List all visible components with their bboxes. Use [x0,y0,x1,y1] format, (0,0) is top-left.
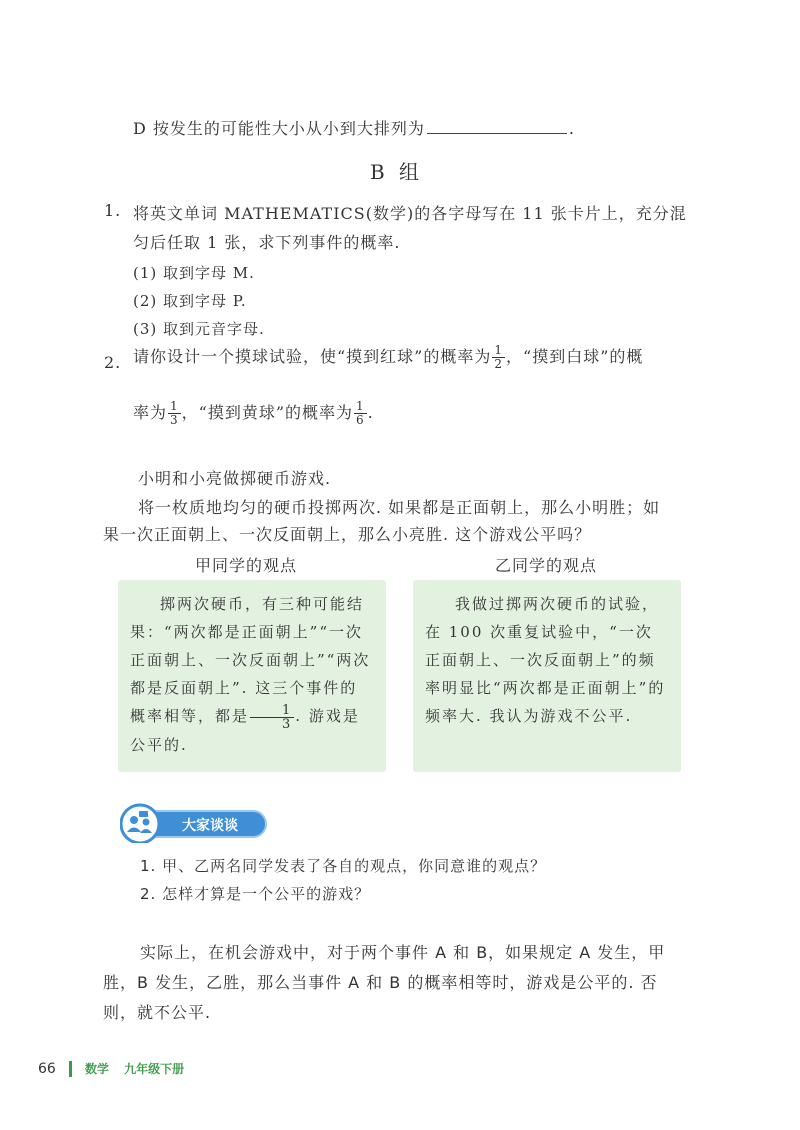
exercise-1-item-3: (3) 取到元音字母. [133,320,265,338]
fraction-one-sixth [354,400,367,427]
conclusion-line2: 胜，B 发生，乙胜，那么当事件 A 和 B 的概率相等时，游戏是公平的. 否 [103,973,658,992]
footer-divider [69,1061,72,1077]
jia-text-main: 掷两次硬币，有三种可能结果：“两次都是正面朝上”“一次正面朝上、一次反面朝上”“两次都是反面朝上”. 这三个事件的概率相等，都是 [130,595,371,725]
top-line [133,116,575,139]
frac-num: 1 [170,399,179,413]
frac-num: 1 [250,704,294,718]
exercise-1-line1: 将英文单词 MATHEMATICS(数学)的各字母写在 11 张卡片上，充分混 [133,204,687,223]
jia-text-end: . 游戏是公平的. [130,707,360,754]
exercise-2-text-c: 率为 [133,403,168,422]
jia-view-box [118,580,386,772]
fraction-one-third [168,400,181,427]
answer-blank [427,119,567,134]
exercise-2-text-d: ，“摸到黄球”的概率为 [181,403,354,422]
fraction-one-half [492,344,505,371]
yi-view-text: 我做过掷两次硬币的试验，在 100 次重复试验中，“一次正面朝上、一次反面朝上”的频率明显比“两次都是正面朝上”的频率大. 我认为游戏不公平. [425,595,666,725]
yi-view-title: 乙同学的观点 [495,556,598,575]
group-title: B 组 [370,160,424,184]
top-line-period: . [568,119,576,138]
page-footer [38,1058,184,1077]
exercise-2-number: 2. [104,353,122,372]
exercise-2-line1 [133,344,643,371]
exercise-1-line2: 匀后任取 1 张，求下列事件的概率. [133,233,401,252]
game-intro: 小明和小亮做掷硬币游戏. [138,469,332,488]
frac-den: 6 [356,413,365,427]
question-1: 1. 甲、乙两名同学发表了各自的观点，你同意谁的观点？ [140,857,547,875]
conclusion-line3: 则，就不公平. [103,1003,212,1022]
game-line2: 果一次正面朝上、一次反面朝上，那么小亮胜. 这个游戏公平吗？ [103,525,592,544]
exercise-2-line2 [133,400,374,427]
exercise-1-item-1: (1) 取到字母 M. [133,264,255,282]
frac-num: 1 [356,399,365,413]
frac-num: 1 [494,343,504,357]
frac-den: 3 [282,716,293,732]
exercise-1-item-2: (2) 取到字母 P. [133,292,247,310]
page-number: 66 [38,1061,56,1077]
badge-circle [121,805,159,843]
conclusion-line1: 实际上，在机会游戏中，对于两个事件 A 和 B，如果规定 A 发生，甲 [140,943,666,962]
jia-view-title: 甲同学的观点 [195,556,298,575]
exercise-1-number: 1. [104,201,122,220]
exercise-2-text-b: ，“摸到白球”的概 [506,347,644,366]
exercise-2-text-a: 请你设计一个摸球试验，使“摸到红球”的概率为 [133,347,492,366]
question-2: 2. 怎样才算是一个公平的游戏？ [140,885,371,903]
frac-den: 2 [494,357,504,371]
footer-book: 九年级下册 [124,1062,185,1076]
top-line-text: D 按发生的可能性大小从小到大排列为 [133,119,425,138]
exercise-2-period: . [367,403,374,422]
badge-label: 大家谈谈 [182,818,238,834]
jia-view-text [130,590,374,759]
frac-den: 3 [170,413,179,427]
footer-subject: 数学 [85,1062,110,1076]
fraction-one-third [250,704,294,731]
game-line1: 将一枚质地均匀的硬币投掷两次. 如果都是正面朝上，那么小明胜；如 [138,498,661,517]
yi-view-box [413,580,681,772]
discussion-badge [120,803,270,843]
